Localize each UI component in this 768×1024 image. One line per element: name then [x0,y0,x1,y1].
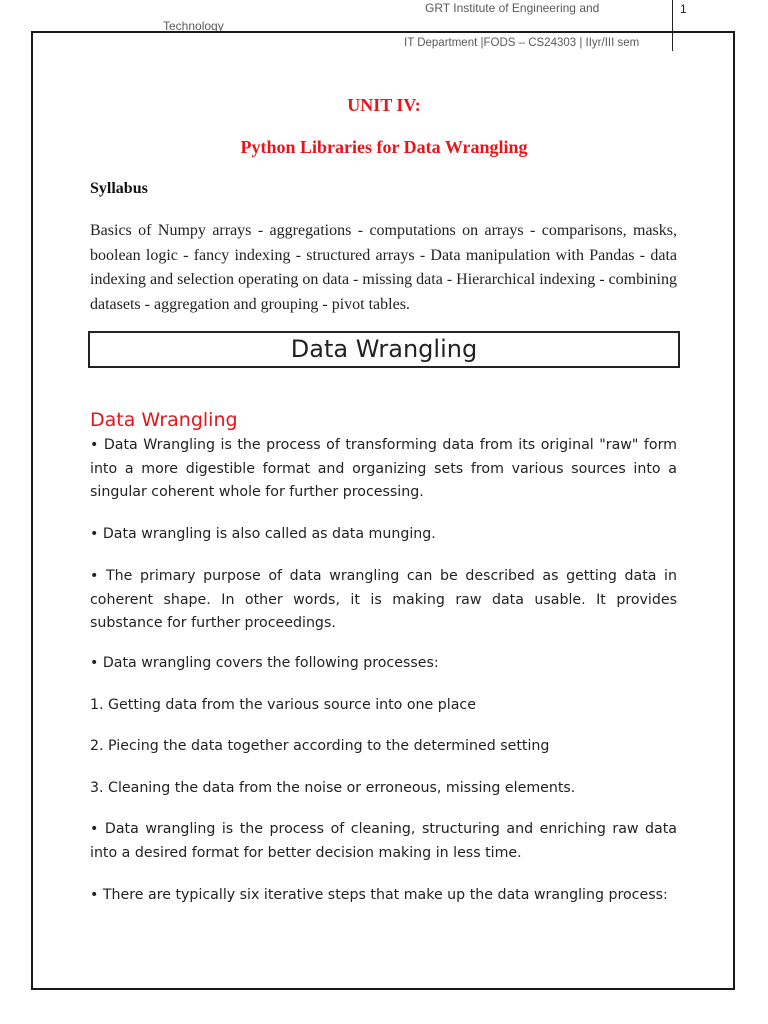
syllabus-heading: Syllabus [90,180,148,197]
list-item-step-2: 2. Piecing the data together according to the determined setting [90,738,550,754]
header-institute-name-cont: Technology [163,19,224,32]
paragraph-six-steps: • There are typically six iterative steps that make up the data wrangling process: [90,887,668,903]
paragraph-purpose: • The primary purpose of data wrangling can be described as getting data in coherent shape. In other words, it is making raw data usable. It provides substance for further proceedings. [90,568,677,631]
boxed-section-title: Data Wrangling [88,331,680,368]
unit-title: UNIT IV: [347,95,421,115]
paragraph-munging: • Data wrangling is also called as data munging. [90,526,436,542]
paragraph-definition: • Data Wrangling is the process of transforming data from its original "raw" form into a more digestible format and organizing sets from various sources into a singular coherent whole for further processing. [90,437,677,500]
header-institute-name: GRT Institute of Engineering and [425,1,600,15]
unit-subtitle: Python Libraries for Data Wrangling [240,137,528,157]
list-item-step-1: 1. Getting data from the various source into one place [90,697,476,713]
page-number: 1 [680,2,687,16]
list-item-step-3: 3. Cleaning the data from the noise or erroneous, missing elements. [90,780,576,796]
syllabus-body: Basics of Numpy arrays - aggregations - computations on arrays - comparisons, masks, boolean logic - fancy indexing - structured arrays - Data manipulation with Pandas - data indexing and selection operating on data - missing data - Hierarchical indexing - combining datasets - aggregation and grouping - pivot tables. [90,222,677,313]
paragraph-processes-intro: • Data wrangling covers the following processes: [90,655,439,671]
section-heading: Data Wrangling [90,409,238,431]
paragraph-cleaning: • Data wrangling is the process of cleaning, structuring and enriching raw data into a desired format for better decision making in less time. [90,821,677,861]
header-department-line: IT Department |FODS – CS24303 | IIyr/III sem [404,37,640,49]
